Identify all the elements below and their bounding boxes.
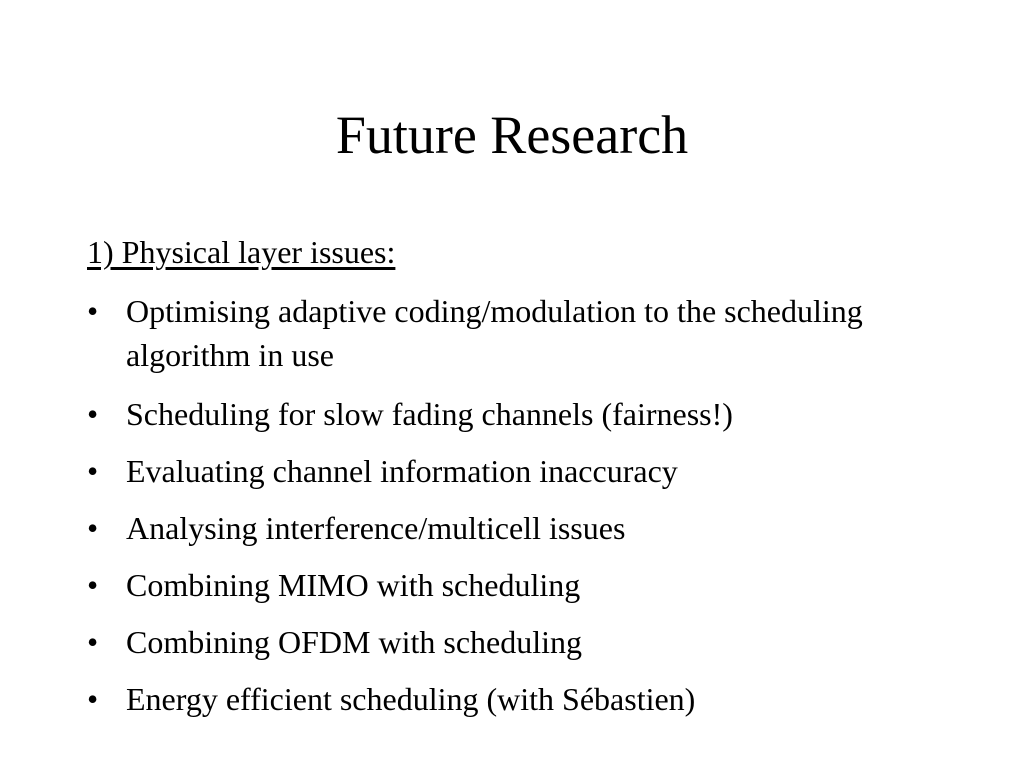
bullet-icon: •	[87, 567, 99, 603]
bullet-icon: •	[87, 293, 99, 329]
bullet-text: Analysing interference/multicell issues	[126, 510, 626, 546]
bullet-icon: •	[87, 396, 99, 432]
bullet-text: Combining OFDM with scheduling	[126, 624, 583, 660]
bullet-text: Energy efficient scheduling (with Sébastien)	[126, 681, 696, 717]
bullet-icon: •	[87, 453, 99, 489]
section-heading: 1) Physical layer issues:	[87, 234, 396, 270]
slide-title: Future Research	[335, 105, 689, 165]
slide-body	[87, 232, 947, 736]
list-item	[87, 679, 947, 719]
list-item	[87, 289, 947, 377]
bullet-icon: •	[87, 510, 99, 546]
bullet-icon: •	[87, 681, 99, 717]
list-item	[87, 622, 947, 662]
list-item	[87, 451, 947, 491]
bullet-text: Combining MIMO with scheduling	[126, 567, 581, 603]
bullet-text: Evaluating channel information inaccuracy	[126, 453, 678, 489]
bullet-icon: •	[87, 624, 99, 660]
bullet-list	[87, 289, 947, 719]
bullet-text: Optimising adaptive coding/modulation to the scheduling algorithm in use	[126, 293, 863, 373]
list-item	[87, 565, 947, 605]
list-item	[87, 508, 947, 548]
bullet-text: Scheduling for slow fading channels (fairness!)	[126, 396, 733, 432]
list-item	[87, 394, 947, 434]
